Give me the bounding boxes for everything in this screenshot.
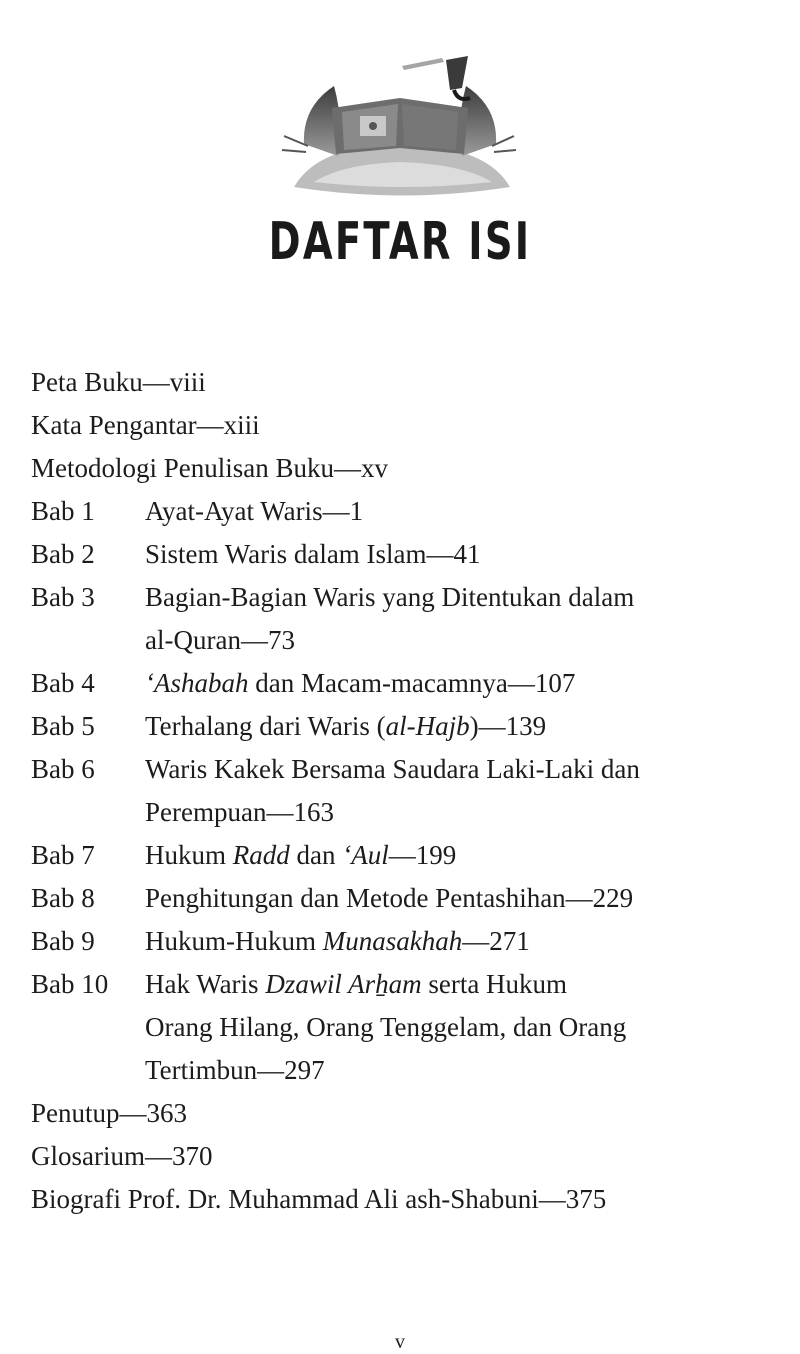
- chapter-title: [145, 533, 771, 576]
- title-text: —271: [462, 926, 530, 956]
- toc-entry: Kata Pengantar—xiii: [31, 410, 260, 440]
- chapter-title: [145, 963, 771, 1092]
- title-text: —199: [388, 840, 457, 870]
- chapter-label: Bab 6: [31, 754, 95, 784]
- open-quran-on-rehal-icon: [282, 52, 518, 202]
- chapter-entry: [31, 705, 771, 748]
- chapter-entry: [31, 748, 771, 834]
- chapter-title: [145, 576, 771, 662]
- title-text: Perempuan—163: [145, 797, 334, 827]
- toc-entry: Metodologi Penulisan Buku—xv: [31, 453, 388, 483]
- title-text: Penghitungan dan Metode Pentashihan—229: [145, 883, 634, 913]
- chapter-entry: [31, 920, 771, 963]
- italic-term: Munasakhah: [322, 926, 463, 956]
- chapter-title-line: [145, 533, 771, 576]
- chapter-entry: [31, 576, 771, 662]
- chapter-label: Bab 7: [31, 840, 95, 870]
- chapter-title-line: [145, 576, 771, 619]
- title-text: Hukum-Hukum: [145, 926, 323, 956]
- chapter-title-line: [145, 619, 771, 662]
- chapter-entry: [31, 963, 771, 1092]
- title-text: Sistem Waris dalam Islam—41: [145, 539, 481, 569]
- chapter-title-line: [145, 834, 771, 877]
- italic-term: Dzawil Arẖam: [265, 969, 422, 999]
- chapter-title-line: [145, 662, 771, 705]
- chapter-label: Bab 1: [31, 496, 95, 526]
- chapter-entry: [31, 834, 771, 877]
- chapter-list: [31, 490, 771, 1092]
- toc-entry: Peta Buku—viii: [31, 367, 206, 397]
- title-text: Waris Kakek Bersama Saudara Laki-Laki dan: [145, 754, 640, 784]
- title-text: Tertimbun—297: [145, 1055, 325, 1085]
- title-text: Hak Waris: [145, 969, 266, 999]
- chapter-entry: [31, 662, 771, 705]
- title-text: )—139: [469, 711, 547, 741]
- chapter-entry: [31, 490, 771, 533]
- title-text: Ayat-Ayat Waris—1: [145, 496, 364, 526]
- chapter-entry: [31, 877, 771, 920]
- page-title: DAFTAR ISI: [268, 212, 532, 272]
- toc-entry: Glosarium—370: [31, 1141, 213, 1171]
- chapter-title: [145, 748, 771, 834]
- italic-term: al-Hajb: [385, 711, 470, 741]
- title-text: Orang Hilang, Orang Tenggelam, dan Orang: [145, 1012, 627, 1042]
- title-text: al-Quran—73: [145, 625, 295, 655]
- italic-term: ‘Aul: [342, 840, 389, 870]
- italic-term: ‘Ashabah: [145, 668, 249, 698]
- chapter-title: [145, 877, 771, 920]
- chapter-title-line: [145, 791, 771, 834]
- page-number: v: [395, 1331, 405, 1353]
- chapter-label: Bab 4: [31, 668, 95, 698]
- chapter-title: [145, 834, 771, 877]
- chapter-title-line: [145, 705, 771, 748]
- table-of-contents: [31, 361, 771, 1221]
- toc-entry: Penutup—363: [31, 1098, 188, 1128]
- italic-term: Radd: [232, 840, 290, 870]
- chapter-label: Bab 2: [31, 539, 95, 569]
- chapter-title-line: [145, 1049, 771, 1092]
- chapter-title-line: [145, 748, 771, 791]
- title-text: serta Hukum: [421, 969, 568, 999]
- chapter-label: Bab 8: [31, 883, 95, 913]
- toc-entry: Biografi Prof. Dr. Muhammad Ali ash-Shabuni—375: [31, 1184, 607, 1214]
- title-text: Bagian-Bagian Waris yang Ditentukan dalam: [145, 582, 635, 612]
- chapter-entry: [31, 533, 771, 576]
- chapter-title-line: [145, 920, 771, 963]
- back-matter-list: [31, 1092, 771, 1221]
- front-matter-list: [31, 361, 771, 490]
- chapter-title: [145, 705, 771, 748]
- chapter-title: [145, 662, 771, 705]
- title-text: Hukum: [145, 840, 233, 870]
- chapter-title-line: [145, 877, 771, 920]
- chapter-label: Bab 9: [31, 926, 95, 956]
- chapter-label: Bab 5: [31, 711, 95, 741]
- chapter-title: [145, 920, 771, 963]
- title-text: dan Macam-macamnya—107: [248, 668, 576, 698]
- chapter-title-line: [145, 1006, 771, 1049]
- chapter-title: [145, 490, 771, 533]
- chapter-label: Bab 10: [31, 969, 109, 999]
- chapter-title-line: [145, 963, 771, 1006]
- chapter-title-line: [145, 490, 771, 533]
- chapter-label: Bab 3: [31, 582, 95, 612]
- title-text: dan: [289, 840, 343, 870]
- title-text: Terhalang dari Waris (: [145, 711, 386, 741]
